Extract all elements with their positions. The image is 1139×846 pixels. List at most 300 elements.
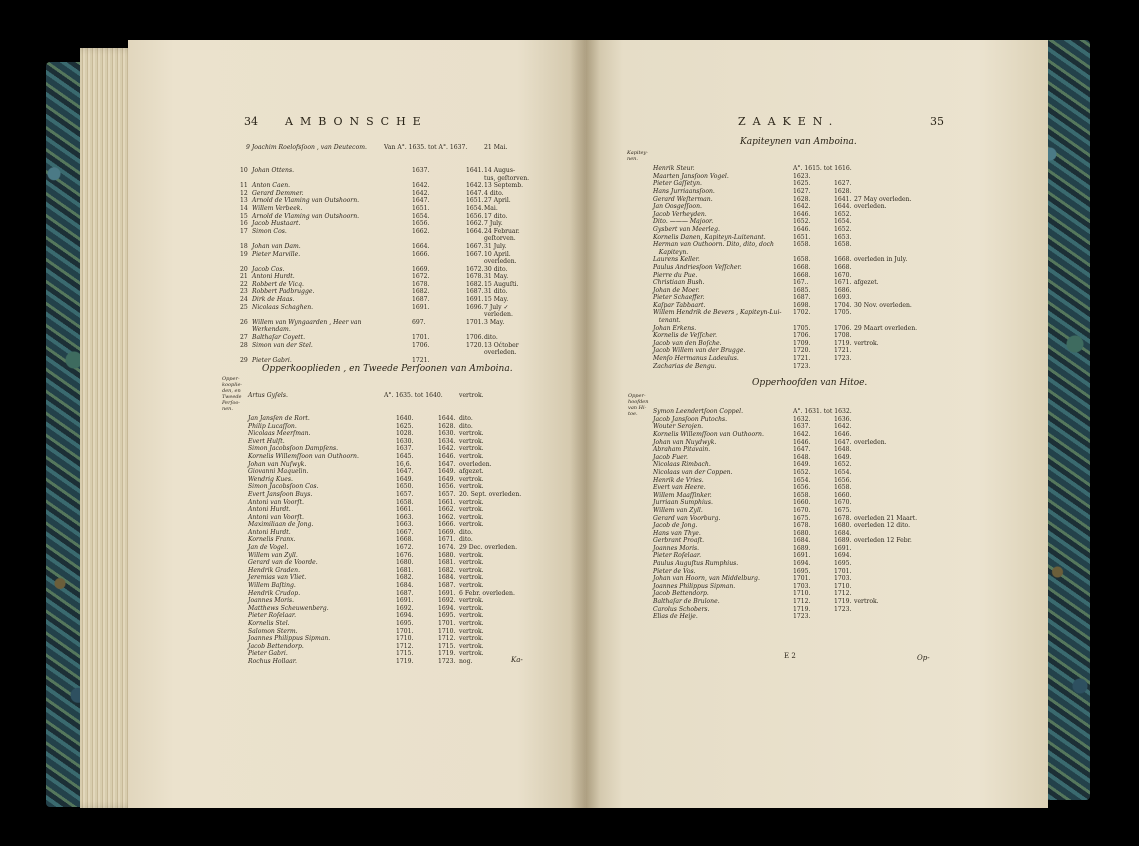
list-item xyxy=(248,430,548,438)
list-item xyxy=(653,431,943,439)
cell-name: tenant. xyxy=(653,317,681,325)
cell-y1: 1723. xyxy=(793,362,811,370)
cell-name: Balthaſar Coyett. xyxy=(252,334,306,342)
cell-y2: 1660. xyxy=(834,491,852,499)
cell-y1: 1627. xyxy=(793,187,811,195)
cell-note: dito. xyxy=(459,528,473,536)
list-item xyxy=(653,249,943,257)
cell-note: overleden. xyxy=(459,460,492,468)
list-item xyxy=(653,218,943,226)
cell-name: Simon Jacobsſoon Dampſens. xyxy=(248,445,339,453)
cell-note: 4 dito. xyxy=(484,189,504,197)
cell-y1: 1684. xyxy=(396,582,414,590)
cell-note: vertrok. xyxy=(459,521,484,529)
cell-note: vertrok. xyxy=(459,430,484,438)
list-item xyxy=(248,590,548,598)
cell-y2: 1668. xyxy=(834,256,852,264)
list-item xyxy=(240,273,546,281)
cell-note: afgezet. xyxy=(854,279,879,287)
cell-y1: 1687. xyxy=(793,294,811,302)
cell-name: Paulus Andriesſoon Veſſcher. xyxy=(653,263,742,271)
cell-y2: 1701. xyxy=(438,620,456,627)
cell-name: Kornelis Stel. xyxy=(248,620,290,627)
cell-note: vertrok. xyxy=(459,635,484,643)
list-item xyxy=(248,491,548,499)
cell-name: Rochus Hollaar. xyxy=(248,657,297,665)
cell-name: Willem Hendrik de Bevers , Kapiteyn-Lui- xyxy=(653,309,782,317)
cell-name: Pieter de Vos. xyxy=(653,567,696,575)
list-item xyxy=(246,349,546,357)
list-item xyxy=(248,544,548,552)
cell-note: overleden. xyxy=(484,258,517,266)
cell-note: vertrok. xyxy=(459,650,484,658)
right-page-number: 35 xyxy=(930,115,944,128)
governor-list xyxy=(240,129,546,372)
cell-name: Willem Baſting. xyxy=(248,582,296,590)
cell-y2: 1628. xyxy=(834,187,852,195)
list-item xyxy=(653,347,943,355)
cell-note: vertrok. xyxy=(459,475,484,483)
cell-y2: 1694. xyxy=(438,604,456,612)
cell-name: Willem Verbeek. xyxy=(252,204,303,212)
cell-y2: 1648. xyxy=(834,446,852,454)
cell-note: 13 Septemb. xyxy=(484,182,524,190)
cell-y1: 1663. xyxy=(396,521,414,529)
cell-name: Hans Jurriaansſoon. xyxy=(653,187,715,195)
list-item xyxy=(653,234,943,242)
cell-note: 7 July ✓ xyxy=(484,303,509,311)
cell-y2: 1689. xyxy=(834,537,852,545)
list-item xyxy=(653,294,943,302)
list-item xyxy=(246,326,546,334)
cell-y2: 1705. xyxy=(834,309,852,317)
list-item xyxy=(240,280,546,289)
list-item xyxy=(653,537,943,545)
cell-name: Simon van der Stel. xyxy=(252,341,313,349)
cell-note: 13 Oćtober xyxy=(484,341,519,349)
list-item xyxy=(248,582,548,590)
hitoe-rows xyxy=(653,408,943,621)
cell-y2: 1649. xyxy=(438,468,456,476)
cell-y1: 1663. xyxy=(396,513,414,521)
cell-note: 30 Nov. overleden. xyxy=(854,301,912,309)
cell-y1: 1652. xyxy=(793,218,811,226)
list-item xyxy=(653,363,943,371)
list-item xyxy=(248,620,548,628)
cell-y2: 1641. xyxy=(466,166,484,174)
cell-note: tus, geſtorven. xyxy=(484,174,530,182)
cell-y2: 1636. xyxy=(834,415,852,423)
cell-note: vertrok. xyxy=(459,498,484,506)
cell-y2: 1678. xyxy=(834,514,852,522)
cell-n: 19 xyxy=(240,250,248,258)
cell-note: vertrok. xyxy=(459,612,484,620)
cell-n: 10 xyxy=(240,166,248,174)
cell-note: dito. xyxy=(459,422,473,430)
list-item xyxy=(653,256,943,264)
cell-note: nog. xyxy=(459,657,473,665)
left-margin-note: Opper- kooplie- den, en Tweede Perſoo- nen. xyxy=(222,376,243,412)
cell-name: Willem van Zyll. xyxy=(653,506,703,514)
cell-name: Pierre du Pue. xyxy=(653,271,698,279)
cell-y1: 1642. xyxy=(412,189,430,197)
cell-note: 31 July. xyxy=(484,242,507,250)
cell-y1: A°. 1631. tot 1632. xyxy=(793,408,852,416)
cell-y2: 1641. xyxy=(834,195,852,203)
cell-y1: 1637. xyxy=(793,423,811,431)
list-item xyxy=(248,468,548,476)
list-item xyxy=(240,166,546,175)
merchant-first-row: Artus Gyſels. A°. 1635. tot 1640. vertrok. xyxy=(248,392,484,400)
list-item xyxy=(653,492,943,500)
cell-name: Menſo Hermanus Ladeulus. xyxy=(653,355,739,363)
list-item xyxy=(248,597,548,605)
cell-y1: 1692. xyxy=(396,604,414,612)
cell-name: Evert Jansſoon Buys. xyxy=(248,490,313,498)
cell-y2: 1646. xyxy=(834,430,852,438)
list-item xyxy=(653,196,943,204)
list-item xyxy=(653,188,943,196)
list-item xyxy=(653,226,943,234)
cell-y1: 1719. xyxy=(396,657,414,665)
cell-name: Johan van Nuſwyk. xyxy=(248,460,307,468)
list-item xyxy=(653,439,943,447)
cell-y2: 1691. xyxy=(466,296,484,304)
cell-y1: 1661. xyxy=(396,506,414,514)
list-item xyxy=(653,241,943,249)
cell-y2: 1628. xyxy=(438,422,456,430)
cell-name: Jacob Bettendorp. xyxy=(653,590,709,598)
cell-name: Maarten Jansſoon Vogel. xyxy=(653,172,729,180)
list-item xyxy=(246,311,546,319)
cell-y2: 1668. xyxy=(834,263,852,271)
cell-name: Elias de Heije. xyxy=(653,613,698,621)
cell-y1: 1637. xyxy=(412,166,430,174)
cell-y2: 1634. xyxy=(438,437,456,445)
cell-y1: 1640. xyxy=(396,414,414,422)
cell-name: Pieter Gabri. xyxy=(248,650,288,658)
list-item xyxy=(653,461,943,469)
list-item xyxy=(248,529,548,537)
cell-name: Giovanni Maquelin. xyxy=(248,468,309,476)
cell-y1: 1658. xyxy=(396,498,414,506)
cell-y1: 1630. xyxy=(396,437,414,445)
cell-y1: 1646. xyxy=(793,225,811,233)
cell-name: Nicolaas Schaghen. xyxy=(252,303,314,311)
book-gutter xyxy=(570,40,600,808)
cell-name: Pieter Gabri. xyxy=(252,356,292,364)
cell-name: Zacharias de Bengu. xyxy=(653,362,717,370)
cell-y2: 1706. xyxy=(466,334,484,342)
list-item xyxy=(653,211,943,219)
cell-y2: 1658. xyxy=(834,484,852,492)
cell-y1: 1694. xyxy=(793,560,811,568)
cell-y2: 1647. xyxy=(834,438,852,446)
cell-name: Antoni Hurdt. xyxy=(248,506,291,514)
cell-y2: 1719. xyxy=(834,598,852,606)
cell-y2: 1662. xyxy=(438,506,456,514)
cell-name: Jacob Hustaart. xyxy=(252,220,301,228)
cell-y1: 1647. xyxy=(793,446,811,454)
list-item xyxy=(240,303,546,312)
cell-name: Simon Jacobsſoon Cos. xyxy=(248,483,319,491)
cell-y2: 1672. xyxy=(466,265,484,273)
cell-n: 24 xyxy=(240,296,248,304)
list-item xyxy=(248,552,548,560)
list-item xyxy=(240,296,546,304)
cell-note: vertrok. xyxy=(459,582,484,590)
list-item xyxy=(248,514,548,522)
captain-list xyxy=(653,150,943,378)
cell-y2: 1670. xyxy=(834,499,852,507)
cell-name: Nicolaas van der Coppen. xyxy=(653,468,733,476)
cell-note: overleden. xyxy=(854,203,887,211)
cell-note: overleden 12 dito. xyxy=(854,522,911,530)
cell-name: Gerard van Voorburg. xyxy=(653,514,721,522)
cell-y1: 1723. xyxy=(793,613,811,621)
cell-y1: 1642. xyxy=(793,203,811,211)
merchant-list xyxy=(248,377,548,673)
cell-name: Johan van Dam. xyxy=(252,242,301,250)
cell-name: Dirk de Haas. xyxy=(252,296,295,304)
cell-y1: 1710. xyxy=(396,635,414,643)
cell-n: 22 xyxy=(240,280,248,288)
cell-y2: 1661. xyxy=(438,498,456,506)
cell-name: Jan de Vogel. xyxy=(248,544,289,552)
list-item xyxy=(653,499,943,507)
cell-y1: 1647. xyxy=(396,468,414,476)
cell-y1: 1705. xyxy=(793,324,811,332)
cell-name: Salomon Sterm. xyxy=(248,627,298,635)
cell-note: overleden. xyxy=(484,349,517,357)
cell-y1: 1710. xyxy=(793,590,811,598)
list-item xyxy=(653,317,943,325)
cell-note: 15 Auguſti. xyxy=(484,280,519,288)
cell-y1: 1664. xyxy=(412,242,430,250)
cell-note: 10 April. xyxy=(484,250,511,258)
cell-n: 26 xyxy=(240,318,248,326)
cell-y2: 1701. xyxy=(834,567,852,575)
cell-name: Joannes Moris. xyxy=(248,597,295,605)
governor-rows xyxy=(240,166,546,364)
cell-y1: 1680. xyxy=(396,559,414,567)
cell-y1: 1691. xyxy=(412,303,430,311)
cell-y1: 1698. xyxy=(793,301,811,309)
list-item xyxy=(653,332,943,340)
cell-name: Matthews Scheuwenberg. xyxy=(248,604,329,612)
list-item xyxy=(653,530,943,538)
cell-y2: 1710. xyxy=(438,627,456,635)
cell-y1: A°. 1615. tot 1616. xyxy=(793,165,852,173)
list-item xyxy=(653,446,943,454)
cell-note: dito. xyxy=(484,334,498,342)
cell-y1: 1715. xyxy=(396,650,414,658)
cell-y2: 1654. xyxy=(834,468,852,476)
cell-name: Antoni Hurdt. xyxy=(252,273,295,281)
list-item xyxy=(248,536,548,544)
cell-y2: 1662. xyxy=(438,513,456,521)
cell-y2: 1654. xyxy=(466,204,484,212)
cell-y1: 1625. xyxy=(396,422,414,430)
cell-y2: 1658. xyxy=(834,241,852,249)
cell-y2: 1712. xyxy=(834,590,852,598)
list-item xyxy=(248,461,548,469)
list-item xyxy=(248,415,548,423)
list-item xyxy=(240,182,546,190)
cell-y2: 1712. xyxy=(438,635,456,643)
cell-name: Gerard Weſterman. xyxy=(653,195,713,203)
cell-note: 6 Febr. overleden. xyxy=(459,589,515,597)
cell-note: 31 May. xyxy=(484,273,509,281)
cell-note: 15 May. xyxy=(484,296,509,304)
cell-name: Johan de Moer. xyxy=(653,286,700,294)
cell-name: Christiaan Bush. xyxy=(653,279,705,287)
cell-n: 18 xyxy=(240,242,248,250)
cell-y2: 1667. xyxy=(466,250,484,258)
right-section-title-1: Kapiteynen van Amboina. xyxy=(740,137,857,147)
cell-note: vertrok. xyxy=(459,566,484,574)
cell-y1: 1642. xyxy=(412,182,430,190)
cell-y2: 1649. xyxy=(438,475,456,483)
left-section-title: Opperkooplieden , en Tweede Perſoonen van Amboina. xyxy=(262,364,513,374)
cell-name: Evert van Heere. xyxy=(653,484,706,492)
cell-y2: 1686. xyxy=(834,286,852,294)
cell-y2: 1681. xyxy=(438,559,456,567)
cell-y1: 1637. xyxy=(396,445,414,453)
cell-name: Pieter Roſelaar. xyxy=(248,612,297,620)
cell-n: 27 xyxy=(240,334,248,342)
list-item xyxy=(653,454,943,462)
cell-name: Jacob Willem van der Brugge. xyxy=(653,347,746,355)
cell-y1: 1658. xyxy=(793,256,811,264)
cell-name: Balthaſar de Brulone. xyxy=(653,598,720,606)
cell-y2: 1666. xyxy=(438,521,456,529)
cell-y2: 1723. xyxy=(834,355,852,363)
cell-y1: 167.. xyxy=(793,279,809,287)
cell-y2: 1656. xyxy=(834,476,852,484)
cell-y2: 1671. xyxy=(438,536,456,544)
cell-name: Antoni van Voorſt. xyxy=(248,498,304,506)
cell-y1: 1685. xyxy=(793,286,811,294)
list-item xyxy=(248,453,548,461)
cell-note: 20. Sept. overleden. xyxy=(459,490,522,498)
list-item xyxy=(246,175,546,183)
cell-y1: 1649. xyxy=(793,461,811,469)
cell-y2: 1682. xyxy=(466,280,484,288)
cell-y1: 1672. xyxy=(396,544,414,552)
cell-y1: 1632. xyxy=(793,415,811,423)
cell-y1: 1652. xyxy=(793,468,811,476)
cell-name: Hendrik Crudop. xyxy=(248,589,301,597)
cell-y1: 1691. xyxy=(396,597,414,605)
list-item xyxy=(240,197,546,205)
cell-y2: 1715. xyxy=(438,642,456,650)
cell-name: Pieter Roſelaar. xyxy=(653,552,702,560)
cell-n: 17 xyxy=(240,227,248,235)
cell-y1: 1662. xyxy=(412,227,430,235)
captain-rows xyxy=(653,165,943,370)
cell-note: 29 Dec. overleden. xyxy=(459,544,518,552)
cell-y1: 1666. xyxy=(412,250,430,258)
list-item xyxy=(240,318,546,327)
cell-y1: 1701. xyxy=(793,575,811,583)
cell-name: Abraham Pitavain. xyxy=(653,446,711,454)
cell-note: overleden. xyxy=(854,438,887,446)
cell-name: Wouter Serojen. xyxy=(653,423,704,431)
list-item xyxy=(653,325,943,333)
cell-note: vertrok. xyxy=(459,506,484,514)
cell-note: 29 Maart overleden. xyxy=(854,324,918,332)
cell-name: Kaſpar Tabbaart. xyxy=(653,301,706,309)
cell-y1: 1623. xyxy=(793,172,811,180)
list-item xyxy=(240,189,546,198)
list-item xyxy=(248,567,548,575)
cell-y2: 1674. xyxy=(438,544,456,552)
list-item xyxy=(240,204,546,213)
cell-n: 29 xyxy=(240,356,248,364)
list-item xyxy=(248,635,548,643)
cell-y1: 1721. xyxy=(793,355,811,363)
cell-y2: 1647. xyxy=(438,460,456,468)
cell-name: Gerard Demmer. xyxy=(252,189,304,197)
cell-y1: 1648. xyxy=(793,453,811,461)
cell-y2: 1642. xyxy=(466,182,484,190)
cell-y2: 1652. xyxy=(834,225,852,233)
cell-y1: 1625. xyxy=(793,180,811,188)
cell-name: Robbert Padbrugge. xyxy=(252,288,315,296)
list-item xyxy=(240,220,546,228)
cell-y1: 1701. xyxy=(412,334,430,342)
list-item xyxy=(240,212,546,221)
cell-name: Willem van Wyngaarden , Heer van xyxy=(252,318,362,326)
cell-y2: 1723. xyxy=(834,605,852,613)
cell-y1: 1694. xyxy=(396,612,414,620)
cell-y2: 1704. xyxy=(834,301,852,309)
cell-n: 15 xyxy=(240,212,248,220)
cell-note: vertrok. xyxy=(459,597,484,605)
right-margin-note-2: Opper- hoofden van Hi- toe. xyxy=(628,393,649,417)
cell-name: Joannes Philippus Sipman. xyxy=(248,635,331,643)
cell-y2: 1695. xyxy=(438,612,456,620)
list-item xyxy=(653,560,943,568)
list-header-row: 9 Joachim Roelofsſoon , van Deutecom. Van A°. 1635. tot A°. 1637. 21 Mai. xyxy=(246,144,508,152)
cell-name: Dito. ——— Majoor. xyxy=(653,218,714,226)
cell-name: Jacob Fuer. xyxy=(653,453,688,461)
cell-n: 11 xyxy=(240,182,248,190)
cell-note: 27 May overleden. xyxy=(854,195,912,203)
cell-y2: 1675. xyxy=(834,506,852,514)
list-item xyxy=(248,483,548,491)
cell-y2: 1703. xyxy=(834,575,852,583)
list-item xyxy=(653,575,943,583)
cell-name: Gerard van de Voorde. xyxy=(248,559,318,567)
list-item xyxy=(653,507,943,515)
cell-y2: 1662. xyxy=(466,220,484,228)
cell-note: vertrok. xyxy=(459,513,484,521)
cell-y2: 1691. xyxy=(438,589,456,597)
cell-y2: 1654. xyxy=(834,218,852,226)
cell-y1: 1650. xyxy=(396,483,414,491)
cell-y2: 1684. xyxy=(834,529,852,537)
cell-name: Kornelis Willemſſoon van Outhoorn. xyxy=(653,430,764,438)
cell-y1: 1695. xyxy=(396,620,414,627)
cell-y1: 1656. xyxy=(412,220,430,228)
cell-name: Nicolaas Meerſman. xyxy=(248,430,311,438)
cell-name: Kornelis de Veſſcher. xyxy=(653,332,717,340)
left-running-header: AMBONSCHE xyxy=(285,115,428,128)
cell-y1: 1702. xyxy=(793,309,811,317)
cell-y1: 1654. xyxy=(412,212,430,220)
